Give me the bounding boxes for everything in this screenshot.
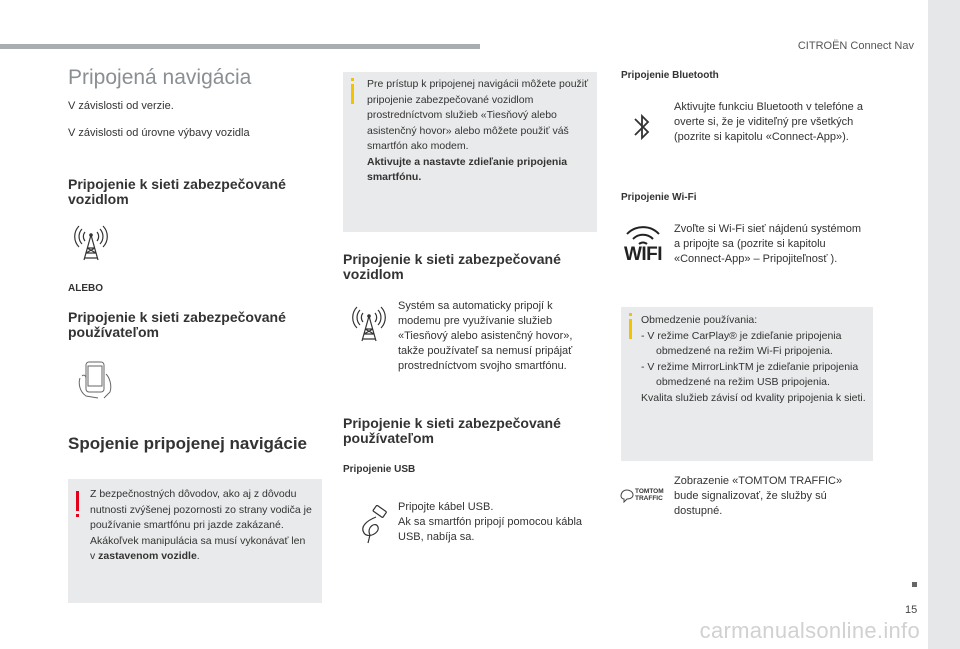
limit-quality: Kvalita služieb závisí od kvality pripojenia k sieti. bbox=[641, 391, 866, 404]
warning-icon bbox=[76, 491, 79, 511]
limit-title: Obmedzenie používania: bbox=[641, 314, 758, 326]
warning-bold: zastavenom vozidle bbox=[98, 550, 197, 562]
section-marker bbox=[912, 582, 917, 587]
alebo-label: ALEBO bbox=[68, 283, 103, 294]
watermark: carmanualsonline.info bbox=[699, 618, 920, 643]
wifi-title: Pripojenie Wi-Fi bbox=[621, 192, 697, 203]
vehicle-connection-text: Systém sa automaticky pripojí k modemu pre využívanie služieb «Tiesňový alebo asistenčný hovor», takže používateľ sa nemusí pripájať prostredníctvom svojho smartfónu. bbox=[398, 300, 573, 372]
version-note: V závislosti od verzie. bbox=[68, 100, 174, 112]
heading-vehicle-connection: Pripojenie k sieti zabezpečované vozidlom bbox=[68, 176, 286, 207]
info-box-access bbox=[343, 72, 597, 232]
antenna-icon bbox=[74, 222, 108, 262]
tomtom-icon-label-1: TOMTOM bbox=[635, 488, 664, 495]
antenna-icon-2 bbox=[352, 303, 386, 343]
tomtom-text: Zobrazenie «TOMTOM TRAFFIC» bude signalizovať, že služby sú dostupné. bbox=[674, 475, 843, 517]
wifi-text: Zvoľte si Wi-Fi sieť nájdenú systémom a pripojte sa (pozrite si kapitolu «Connect-App» – Pripojiteľnosť ). bbox=[674, 223, 862, 265]
info-icon bbox=[351, 84, 354, 104]
bluetooth-text: Aktivujte funkciu Bluetooth v telefóne a overte si, že je viditeľný pre všetkých (pozrite si kapitolu «Connect-App»). bbox=[674, 101, 863, 143]
limit-item-mirrorlink: - V režime MirrorLinkTM je zdieľanie pripojenia obmedzené na režim USB pripojenia. bbox=[641, 360, 859, 388]
tomtom-icon-label-2: TRAFFIC bbox=[635, 495, 663, 502]
bluetooth-icon bbox=[631, 110, 653, 144]
warning-text: Z bezpečnostných dôvodov, ako aj z dôvodu nutnosti zvýšenej pozornosti zo strany vodiča je používanie smartfónu pri jazde zakázané. bbox=[90, 488, 312, 531]
info-icon-2 bbox=[629, 319, 632, 339]
info-text: Pre prístup k pripojenej navigácii môžete použiť pripojenie zabezpečované vozidlom prostredníctvom služieb «Tiesňový alebo asistenčný hovor» alebo môžete použiť váš smartfón ako modem. bbox=[367, 78, 589, 152]
header-bar bbox=[0, 44, 480, 49]
usb-title: Pripojenie USB bbox=[343, 464, 416, 475]
warning-end: . bbox=[196, 550, 200, 562]
tomtom-traffic-icon bbox=[620, 486, 668, 508]
brand-label: CITROËN Connect Nav bbox=[797, 40, 914, 52]
page-title: Pripojená navigácia bbox=[68, 66, 252, 89]
usb-cable-icon bbox=[356, 505, 390, 545]
bluetooth-title: Pripojenie Bluetooth bbox=[621, 70, 719, 81]
wifi-icon bbox=[622, 222, 664, 272]
usb-text-2: Ak sa smartfón pripojí pomocou kábla USB, nabíja sa. bbox=[398, 516, 583, 543]
smartphone-hand-icon bbox=[72, 356, 118, 402]
wifi-icon-label: WIFI bbox=[623, 244, 663, 265]
heading-user-connection: Pripojenie k sieti zabezpečované používateľom bbox=[68, 309, 286, 340]
equipment-note: V závislosti od úrovne výbavy vozidla bbox=[68, 127, 250, 139]
warning-box bbox=[68, 479, 322, 603]
heading-user-connection-2: Pripojenie k sieti zabezpečované používateľom bbox=[343, 415, 561, 446]
heading-vehicle-connection-2: Pripojenie k sieti zabezpečované vozidlom bbox=[343, 251, 561, 282]
info-bold: Aktivujte a nastavte zdieľanie pripojenia smartfónu. bbox=[367, 155, 568, 183]
heading-connected-navigation: Spojenie pripojenej navigácie bbox=[68, 434, 308, 453]
side-strip bbox=[928, 0, 960, 649]
limit-item-carplay: - V režime CarPlay® je zdieľanie pripojenia obmedzené na režim Wi-Fi pripojenia. bbox=[641, 329, 842, 357]
info-box-limitations bbox=[621, 307, 873, 461]
warning-text-2: Akákoľvek manipulácia sa musí vykonávať len v bbox=[90, 534, 306, 562]
usb-text-1: Pripojte kábel USB. bbox=[398, 501, 494, 513]
page-number: 15 bbox=[905, 604, 918, 616]
